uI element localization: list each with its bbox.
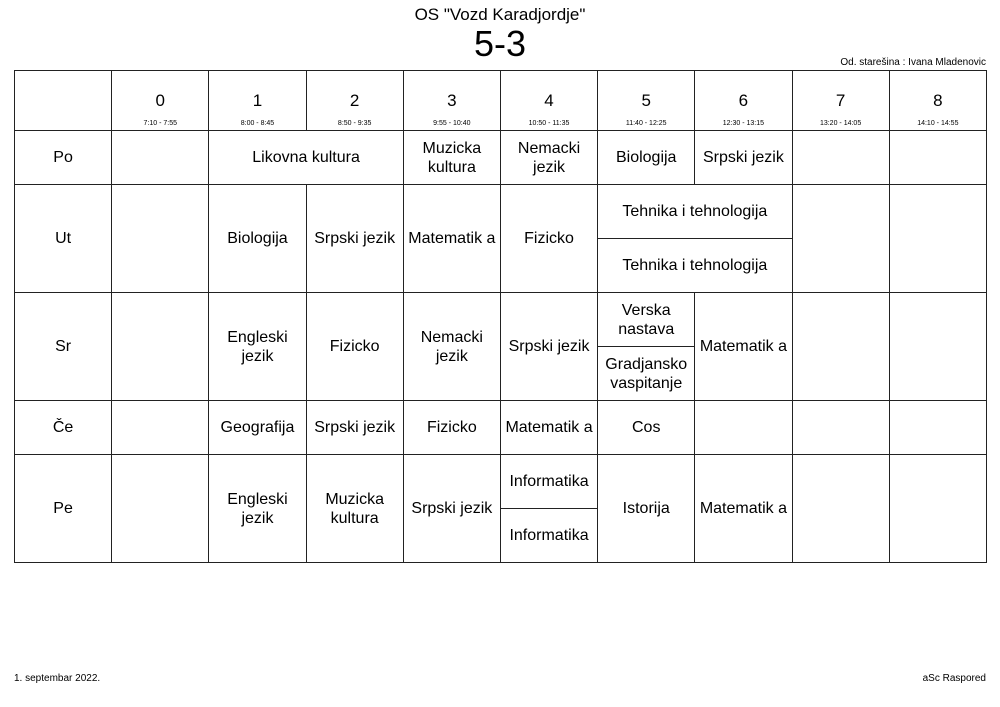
period-number: 5: [641, 91, 651, 110]
period-header: [500, 71, 597, 131]
lesson-cell: Istorija: [598, 455, 695, 563]
period-header: [792, 71, 889, 131]
lesson-cell: Muzicka kultura: [403, 131, 500, 185]
footer-app-name: aSc Raspored: [922, 673, 986, 684]
lesson-cell-empty: [112, 185, 209, 293]
day-label: Sr: [15, 293, 112, 401]
period-number: 4: [544, 91, 554, 110]
lesson-cell-empty: [889, 293, 986, 401]
period-time: 8:00 - 8:45: [240, 120, 275, 127]
lesson-cell: Biologija: [209, 185, 306, 293]
lesson-cell-empty: [792, 131, 889, 185]
lesson-cell: Likovna kultura: [209, 131, 403, 185]
lesson-cell: Biologija: [598, 131, 695, 185]
day-label: Ut: [15, 185, 112, 293]
lesson-cell-empty: [792, 401, 889, 455]
period-time: 7:10 - 7:55: [143, 120, 178, 127]
lesson-cell-empty: [112, 401, 209, 455]
lesson-cell: Geografija: [209, 401, 306, 455]
lesson-cell-empty: [112, 293, 209, 401]
homeroom-teacher: Od. starešina : Ivana Mladenovic: [840, 57, 986, 68]
lesson-cell-group-a: Verska nastava: [598, 293, 695, 347]
lesson-cell: Srpski jezik: [500, 293, 597, 401]
period-time: 11:40 - 12:25: [625, 120, 667, 127]
lesson-cell-group-a: Informatika: [500, 455, 597, 509]
lesson-cell: Fizicko: [306, 293, 403, 401]
lesson-cell: Matematik a: [695, 455, 792, 563]
lesson-cell: Matematik a: [500, 401, 597, 455]
lesson-cell: Cos: [598, 401, 695, 455]
lesson-cell-empty: [792, 293, 889, 401]
period-number: 8: [933, 91, 943, 110]
lesson-cell-empty: [112, 455, 209, 563]
lesson-cell: Engleski jezik: [209, 293, 306, 401]
lesson-cell-empty: [889, 185, 986, 293]
lesson-cell-empty: [889, 455, 986, 563]
day-row-sr: [15, 293, 987, 347]
period-header: [598, 71, 695, 131]
footer-date: 1. septembar 2022.: [14, 673, 101, 684]
lesson-cell: Muzicka kultura: [306, 455, 403, 563]
period-number: 7: [835, 91, 846, 110]
lesson-cell-empty: [792, 455, 889, 563]
lesson-cell-empty: [695, 401, 792, 455]
lesson-cell: Matematik a: [403, 185, 500, 293]
lesson-cell-group-b: Informatika: [500, 509, 597, 563]
period-time: 8:50 - 9:35: [337, 120, 372, 127]
period-time: 12:30 - 13:15: [722, 120, 765, 127]
period-number: 1: [252, 91, 263, 110]
lesson-cell-group-b: Tehnika i tehnologija: [598, 239, 792, 293]
lesson-cell: Nemacki jezik: [500, 131, 597, 185]
period-time: 13:20 - 14:05: [819, 120, 862, 127]
lesson-cell: Srpski jezik: [306, 401, 403, 455]
day-label: Pe: [15, 455, 112, 563]
lesson-cell: Fizicko: [500, 185, 597, 293]
period-number: 0: [155, 91, 166, 110]
period-header: [403, 71, 500, 131]
lesson-cell-empty: [889, 401, 986, 455]
period-number: 2: [349, 91, 360, 110]
day-row-ut: [15, 185, 987, 239]
lesson-cell-group-b: Gradjansko vaspitanje: [598, 347, 695, 401]
class-name: 5-3: [473, 23, 527, 64]
period-number: 6: [738, 91, 749, 110]
corner-cell: [15, 71, 112, 131]
period-header: [695, 71, 792, 131]
lesson-cell-empty: [889, 131, 986, 185]
school-name: OS "Vozd Karadjordje": [414, 5, 586, 24]
lesson-cell: Matematik a: [695, 293, 792, 401]
lesson-cell-empty: [792, 185, 889, 293]
period-time: 14:10 - 14:55: [917, 120, 959, 127]
period-header: [112, 71, 209, 131]
period-time: 10:50 - 11:35: [528, 120, 570, 127]
lesson-cell: Srpski jezik: [403, 455, 500, 563]
lesson-cell: Fizicko: [403, 401, 500, 455]
lesson-cell: Srpski jezik: [306, 185, 403, 293]
period-header: [209, 71, 306, 131]
day-row-pe: [15, 455, 987, 509]
timetable: [14, 70, 987, 563]
period-header: [306, 71, 403, 131]
period-header-row: [15, 71, 987, 131]
lesson-cell: Srpski jezik: [695, 131, 792, 185]
period-time: 9:55 - 10:40: [433, 120, 471, 127]
lesson-cell-empty: [112, 131, 209, 185]
period-header: [889, 71, 986, 131]
period-number: 3: [447, 91, 457, 110]
lesson-cell-group-a: Tehnika i tehnologija: [598, 185, 792, 239]
lesson-cell: Nemacki jezik: [403, 293, 500, 401]
day-label: Po: [15, 131, 112, 185]
day-label: Če: [15, 401, 112, 455]
lesson-cell: Engleski jezik: [209, 455, 306, 563]
